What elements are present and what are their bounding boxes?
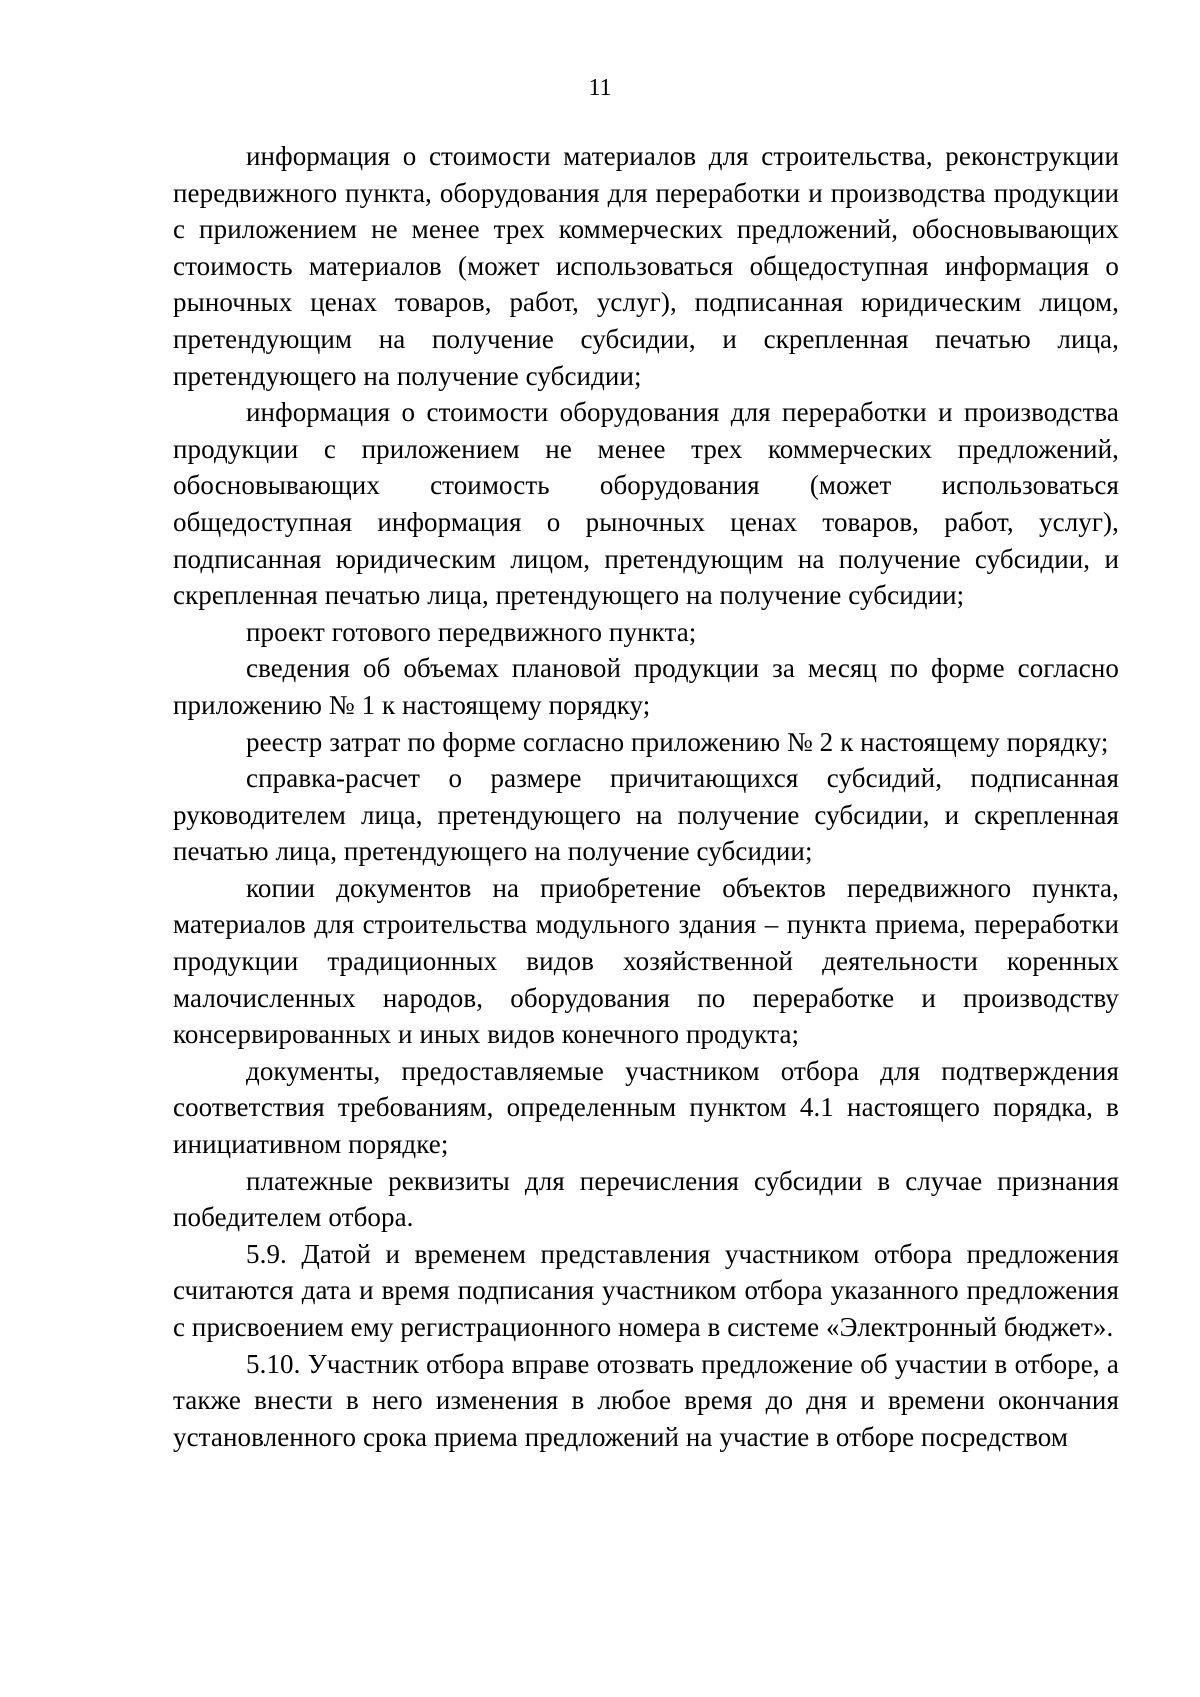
- paragraph-materials-cost-info: информация о стоимости материалов для строительства, реконструкции передвижного пункта, оборудования для переработки и производства продукции с приложением не менее трех коммерческих предложений, обосновывающих стоимость материалов (может использоваться общедоступная информация о рыночных ценах товаров, работ, услуг), подписанная юридическим лицом, претендующим на получение субсидии, и скрепленная печатью лица, претендующего на получение субсидии;: [173, 141, 1119, 391]
- page-number: 11: [588, 75, 612, 101]
- paragraph-document-copies: копии документов на приобретение объектов передвижного пункта, материалов для строительства модульного здания – пункта приема, переработки продукции традиционных видов хозяйственной деятельности коренных малочисленных народов, оборудования по переработке и производству консервированных и иных видов конечного продукта;: [173, 872, 1119, 1050]
- document-body: [173, 138, 1119, 1455]
- paragraph-equipment-cost-info: информация о стоимости оборудования для переработки и производства продукции с приложением не менее трех коммерческих предложений, обосновывающих стоимость оборудования (может использоваться общедоступная информация о рыночных ценах товаров, работ, услуг), подписанная юридическим лицом, претендующим на получение субсидии, и скрепленная печатью лица, претендующего на получение субсидии;: [173, 397, 1119, 611]
- paragraph-section-5-10: 5.10. Участник отбора вправе отозвать предложение об участии в отборе, а также внести в него изменения в любое время до дня и времени окончания установленного срока приема предложений на участие в отборе посредством: [173, 1348, 1119, 1452]
- paragraph-planned-production: сведения об объемах плановой продукции за месяц по форме согласно приложению № 1 к настоящему порядку;: [173, 653, 1119, 720]
- paragraph-mobile-point-project: проект готового передвижного пункта;: [246, 616, 697, 647]
- paragraph-payment-details: платежные реквизиты для перечисления субсидии в случае признания победителем отбора.: [173, 1165, 1119, 1233]
- paragraph-section-5-9: 5.9. Датой и временем представления участником отбора предложения считаются дата и время подписания участником отбора указанного предложения с присвоением ему регистрационного номера в системе «Электронный бюджет».: [173, 1238, 1119, 1342]
- paragraph-subsidy-calculation: справка-расчет о размере причитающихся субсидий, подписанная руководителем лица, претендующего на получение субсидии, и скрепленная печатью лица, претендующего на получение субсидии;: [173, 763, 1119, 867]
- paragraph-compliance-documents: документы, предоставляемые участником отбора для подтверждения соответствия требованиям, определенным пунктом 4.1 настоящего порядка, в инициативном порядке;: [173, 1055, 1119, 1160]
- paragraph-cost-register: реестр затрат по форме согласно приложению № 2 к настоящему порядку;: [246, 726, 1109, 757]
